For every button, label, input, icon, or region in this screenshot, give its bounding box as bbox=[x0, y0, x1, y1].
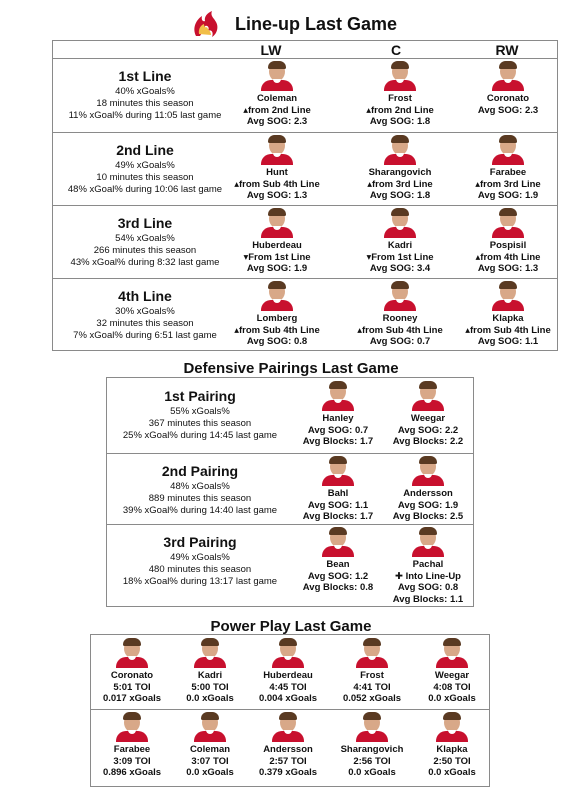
player-name: Frost bbox=[360, 670, 384, 681]
player-name: Lomberg bbox=[256, 313, 298, 324]
player-name: Coronato bbox=[486, 93, 530, 104]
player-name: Weegar bbox=[410, 413, 446, 424]
line-info-1 bbox=[60, 67, 230, 122]
expected-goals: 0.0 xGoals bbox=[186, 767, 234, 778]
minutes-this-season: 266 minutes this season bbox=[93, 245, 197, 256]
line-change-note: ▴from 2nd Line bbox=[243, 104, 311, 116]
player-headshot bbox=[260, 208, 294, 238]
player-headshot bbox=[321, 456, 355, 486]
defense-player-card bbox=[293, 527, 383, 594]
expected-goals: 0.0 xGoals bbox=[348, 767, 396, 778]
pairing-info-3 bbox=[115, 533, 285, 588]
player-name: Klapka bbox=[436, 744, 468, 755]
player-name: Farabee bbox=[489, 167, 527, 178]
expected-goals: 0.052 xGoals bbox=[342, 693, 402, 704]
player-name: Coleman bbox=[189, 744, 231, 755]
minutes-this-season: 889 minutes this season bbox=[148, 493, 252, 504]
expected-goals: 0.379 xGoals bbox=[258, 767, 318, 778]
player-headshot bbox=[271, 638, 305, 668]
line-change-note: ▴from 4th Line bbox=[475, 251, 541, 263]
avg-sog: Avg SOG: 0.7 bbox=[307, 424, 369, 436]
time-on-ice: 4:41 TOI bbox=[353, 681, 391, 693]
player-name: Coleman bbox=[256, 93, 298, 104]
player-headshot bbox=[491, 208, 525, 238]
expected-goals: 0.004 xGoals bbox=[258, 693, 318, 704]
minutes-this-season: 32 minutes this season bbox=[96, 318, 194, 329]
xgoals-percent: 48% xGoals% bbox=[170, 481, 230, 492]
forward-player-card bbox=[217, 281, 337, 348]
player-name: Kadri bbox=[387, 240, 413, 251]
group-name: 2nd Pairing bbox=[161, 463, 239, 479]
player-headshot bbox=[260, 61, 294, 91]
player-name: Frost bbox=[388, 93, 412, 104]
avg-sog: Avg SOG: 1.3 bbox=[246, 190, 308, 201]
group-name: 3rd Line bbox=[117, 215, 173, 231]
line-change-note: ▴from 3rd Line bbox=[475, 178, 541, 190]
forward-player-card bbox=[217, 61, 337, 128]
time-on-ice: 4:08 TOI bbox=[433, 681, 471, 693]
xgoals-percent: 54% xGoals% bbox=[115, 233, 175, 244]
expected-goals: 0.0 xGoals bbox=[428, 693, 476, 704]
player-headshot bbox=[383, 208, 417, 238]
player-headshot bbox=[435, 638, 469, 668]
line-change-note: ▴from Sub 4th Line bbox=[234, 324, 320, 336]
player-name: Bean bbox=[326, 559, 350, 570]
player-headshot bbox=[271, 712, 305, 742]
player-headshot bbox=[260, 281, 294, 311]
player-name: Pachal bbox=[412, 559, 444, 570]
avg-blocks: Avg Blocks: 0.8 bbox=[302, 582, 374, 593]
minutes-this-season: 18 minutes this season bbox=[96, 98, 194, 109]
avg-sog: Avg SOG: 1.9 bbox=[246, 263, 308, 274]
forward-player-card bbox=[448, 61, 568, 116]
avg-sog: Avg SOG: 1.8 bbox=[369, 116, 431, 127]
group-name: 4th Line bbox=[118, 288, 172, 304]
avg-blocks: Avg Blocks: 1.7 bbox=[302, 436, 374, 447]
avg-sog: Avg SOG: 2.3 bbox=[246, 116, 308, 127]
forward-player-card bbox=[340, 61, 460, 128]
column-header-rw: RW bbox=[495, 42, 519, 58]
forward-player-card bbox=[340, 281, 460, 348]
defense-section-title: Defensive Pairings Last Game bbox=[183, 360, 399, 377]
player-headshot bbox=[491, 281, 525, 311]
player-name: Kadri bbox=[197, 670, 223, 681]
minutes-this-season: 367 minutes this season bbox=[148, 418, 252, 429]
player-headshot bbox=[411, 381, 445, 411]
player-headshot bbox=[491, 61, 525, 91]
avg-blocks: Avg Blocks: 2.5 bbox=[392, 511, 464, 522]
avg-sog: Avg SOG: 1.1 bbox=[477, 336, 539, 347]
time-on-ice: 2:56 TOI bbox=[353, 755, 391, 767]
line-change-note: ▴from Sub 4th Line bbox=[234, 178, 320, 190]
column-header-lw: LW bbox=[260, 42, 282, 58]
player-headshot bbox=[321, 381, 355, 411]
defense-player-card bbox=[383, 527, 473, 605]
line-change-note: ▴from Sub 4th Line bbox=[465, 324, 551, 336]
defense-player-card bbox=[293, 456, 383, 523]
player-name: Andersson bbox=[403, 488, 453, 499]
avg-sog: Avg SOG: 3.4 bbox=[369, 263, 431, 274]
player-name: Andersson bbox=[263, 744, 313, 755]
player-name: Sharangovich bbox=[368, 167, 432, 178]
avg-sog: Avg SOG: 0.8 bbox=[397, 582, 459, 593]
player-headshot bbox=[411, 456, 445, 486]
line-change-note: ▾From 1st Line bbox=[243, 251, 311, 263]
defense-player-card bbox=[293, 381, 383, 448]
avg-sog: Avg SOG: 1.9 bbox=[477, 190, 539, 201]
xgoals-percent: 30% xGoals% bbox=[115, 306, 175, 317]
powerplay-player-card bbox=[404, 712, 500, 779]
line-change-note: ▴from 2nd Line bbox=[366, 104, 434, 116]
player-headshot bbox=[383, 281, 417, 311]
player-headshot bbox=[115, 638, 149, 668]
avg-blocks: Avg Blocks: 1.7 bbox=[302, 511, 374, 522]
powerplay-player-card bbox=[240, 712, 336, 779]
line-change-note: ▾From 1st Line bbox=[366, 251, 434, 263]
forward-player-card bbox=[448, 208, 568, 275]
avg-blocks: Avg Blocks: 1.1 bbox=[392, 593, 464, 605]
xgoals-percent: 49% xGoals% bbox=[115, 160, 175, 171]
player-name: Pospisil bbox=[489, 240, 527, 251]
group-name: 1st Line bbox=[118, 68, 172, 84]
line-change-note: ▴from 3rd Line bbox=[367, 178, 433, 190]
forward-player-card bbox=[340, 208, 460, 275]
time-on-ice: 3:07 TOI bbox=[191, 755, 229, 767]
avg-sog: Avg SOG: 1.2 bbox=[307, 570, 369, 582]
minutes-this-season: 480 minutes this season bbox=[148, 564, 252, 575]
line-change-note: ✚ Into Line-Up bbox=[394, 570, 461, 582]
player-name: Farabee bbox=[113, 744, 151, 755]
avg-sog: Avg SOG: 1.3 bbox=[477, 263, 539, 274]
avg-sog: Avg SOG: 2.3 bbox=[477, 104, 539, 116]
forward-player-card bbox=[448, 135, 568, 202]
forward-player-card bbox=[448, 281, 568, 348]
last-game-xgoal: 18% xGoal% during 13:17 last game bbox=[122, 576, 278, 587]
player-headshot bbox=[411, 527, 445, 557]
last-game-xgoal: 39% xGoal% during 14:40 last game bbox=[122, 505, 278, 516]
column-header-c: C bbox=[390, 42, 402, 58]
last-game-xgoal: 43% xGoal% during 8:32 last game bbox=[70, 257, 220, 268]
expected-goals: 0.017 xGoals bbox=[102, 693, 162, 704]
player-headshot bbox=[383, 135, 417, 165]
player-headshot bbox=[435, 712, 469, 742]
player-name: Weegar bbox=[434, 670, 470, 681]
flames-logo-icon bbox=[190, 10, 222, 40]
pairing-info-1 bbox=[115, 387, 285, 442]
player-headshot bbox=[355, 638, 389, 668]
line-info-4 bbox=[60, 287, 230, 342]
time-on-ice: 2:50 TOI bbox=[433, 755, 471, 767]
player-name: Bahl bbox=[327, 488, 349, 499]
pairing-info-2 bbox=[115, 462, 285, 517]
line-info-3 bbox=[60, 214, 230, 269]
forward-player-card bbox=[217, 135, 337, 202]
player-name: Hunt bbox=[266, 167, 288, 178]
player-headshot bbox=[383, 61, 417, 91]
xgoals-percent: 49% xGoals% bbox=[170, 552, 230, 563]
forward-player-card bbox=[217, 208, 337, 275]
player-headshot bbox=[260, 135, 294, 165]
defense-player-card bbox=[383, 456, 473, 523]
player-name: Coronato bbox=[110, 670, 154, 681]
avg-sog: Avg SOG: 2.2 bbox=[397, 424, 459, 436]
expected-goals: 0.0 xGoals bbox=[428, 767, 476, 778]
player-name: Hanley bbox=[322, 413, 354, 424]
avg-sog: Avg SOG: 0.7 bbox=[369, 336, 431, 347]
player-name: Huberdeau bbox=[263, 670, 313, 681]
player-name: Huberdeau bbox=[252, 240, 302, 251]
forward-player-card bbox=[340, 135, 460, 202]
powerplay-player-card bbox=[404, 638, 500, 705]
time-on-ice: 5:01 TOI bbox=[113, 681, 151, 693]
line-change-note: ▴from Sub 4th Line bbox=[357, 324, 443, 336]
avg-blocks: Avg Blocks: 2.2 bbox=[392, 436, 464, 447]
expected-goals: 0.0 xGoals bbox=[186, 693, 234, 704]
player-headshot bbox=[355, 712, 389, 742]
avg-sog: Avg SOG: 1.9 bbox=[397, 499, 459, 511]
player-headshot bbox=[321, 527, 355, 557]
time-on-ice: 3:09 TOI bbox=[113, 755, 151, 767]
player-headshot bbox=[193, 712, 227, 742]
avg-sog: Avg SOG: 1.1 bbox=[307, 499, 369, 511]
powerplay-player-card bbox=[240, 638, 336, 705]
defense-player-card bbox=[383, 381, 473, 448]
last-game-xgoal: 25% xGoal% during 14:45 last game bbox=[122, 430, 278, 441]
minutes-this-season: 10 minutes this season bbox=[96, 172, 194, 183]
player-headshot bbox=[491, 135, 525, 165]
time-on-ice: 4:45 TOI bbox=[269, 681, 307, 693]
player-name: Klapka bbox=[492, 313, 524, 324]
xgoals-percent: 40% xGoals% bbox=[115, 86, 175, 97]
player-headshot bbox=[115, 712, 149, 742]
avg-sog: Avg SOG: 1.8 bbox=[369, 190, 431, 201]
expected-goals: 0.896 xGoals bbox=[102, 767, 162, 778]
last-game-xgoal: 7% xGoal% during 6:51 last game bbox=[73, 330, 217, 341]
time-on-ice: 2:57 TOI bbox=[269, 755, 307, 767]
group-name: 1st Pairing bbox=[164, 388, 236, 404]
xgoals-percent: 55% xGoals% bbox=[170, 406, 230, 417]
player-name: Sharangovich bbox=[340, 744, 404, 755]
time-on-ice: 5:00 TOI bbox=[191, 681, 229, 693]
player-headshot bbox=[193, 638, 227, 668]
last-game-xgoal: 11% xGoal% during 11:05 last game bbox=[68, 110, 222, 121]
header bbox=[0, 8, 582, 42]
group-name: 2nd Line bbox=[116, 142, 174, 158]
avg-sog: Avg SOG: 0.8 bbox=[246, 336, 308, 347]
player-name: Rooney bbox=[382, 313, 418, 324]
powerplay-section-title: Power Play Last Game bbox=[210, 618, 372, 635]
group-name: 3rd Pairing bbox=[163, 534, 237, 550]
line-info-2 bbox=[60, 141, 230, 196]
last-game-xgoal: 48% xGoal% during 10:06 last game bbox=[67, 184, 223, 195]
page-title: Line-up Last Game bbox=[235, 14, 398, 34]
